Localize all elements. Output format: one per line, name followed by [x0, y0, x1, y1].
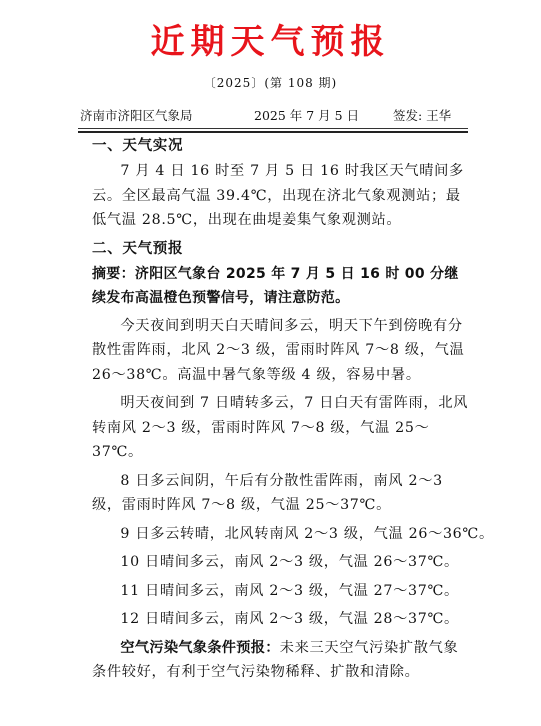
document-body: [92, 134, 494, 689]
forecast-paragraph: 今天夜间到明天白天晴间多云，明天下午到傍晚有分散性雷阵雨，北风 2～3 级，雷雨时阵风 7～8 级，气温 26～38℃。高温中暑气象等级 4 级，容易中暑。: [92, 317, 465, 383]
forecast-paragraph: 8 日多云间阴，午后有分散性雷阵雨，南风 2～3 级，雷雨时阵风 7～8 级，气温 25～37℃。: [92, 472, 443, 513]
issue-number: 〔2025〕(第 108 期): [203, 76, 338, 90]
pollution-forecast-text: 未来三天空气污染扩散气象条件较好，有利于空气污染物稀释、扩散和清除。: [92, 639, 459, 680]
forecast-paragraph: 10 日晴间多云，南风 2～3 级，气温 26～37℃。: [120, 554, 459, 570]
document-title: 近期天气预报: [150, 22, 391, 62]
forecast-paragraph: 明天夜间到 7 日晴转多云，7 日白天有雷阵雨，北风转南风 2～3 级，雷雨时阵风 7～8 级，气温 25～37℃。: [92, 395, 469, 460]
signer: 签发: 王华: [393, 108, 452, 123]
header-rule-thin: [78, 128, 468, 129]
issue-date: 2025 年 7 月 5 日: [254, 108, 360, 123]
section-heading-observation: 一、天气实况: [92, 138, 184, 154]
header-rule-thick: [78, 131, 468, 133]
issuing-agency: 济南市济阳区气象局: [80, 108, 193, 123]
forecast-paragraph: 9 日多云转晴，北风转南风 2～3 级，气温 26～36℃。: [120, 525, 494, 542]
forecast-paragraph: 11 日晴间多云，南风 2～3 级，气温 27～37℃。: [120, 582, 459, 599]
document-meta: [80, 106, 480, 126]
section-heading-forecast: 二、天气预报: [92, 240, 184, 257]
pollution-forecast-label: 空气污染气象条件预报：: [120, 639, 280, 656]
pollution-forecast: [92, 636, 472, 685]
observation-text: 7 月 4 日 16 时至 7 月 5 日 16 时我区天气晴间多云。全区最高气温 39.4℃，出现在济北气象观测站；最低气温 28.5℃，出现在曲堤姜集气象观测站。: [92, 163, 464, 228]
forecast-paragraph: 12 日晴间多云，南风 2～3 级，气温 28～37℃。: [120, 611, 459, 627]
forecast-abstract: 摘要：济阳区气象台 2025 年 7 月 5 日 16 时 00 分继续发布高温橙色预警信号，请注意防范。: [92, 265, 459, 306]
